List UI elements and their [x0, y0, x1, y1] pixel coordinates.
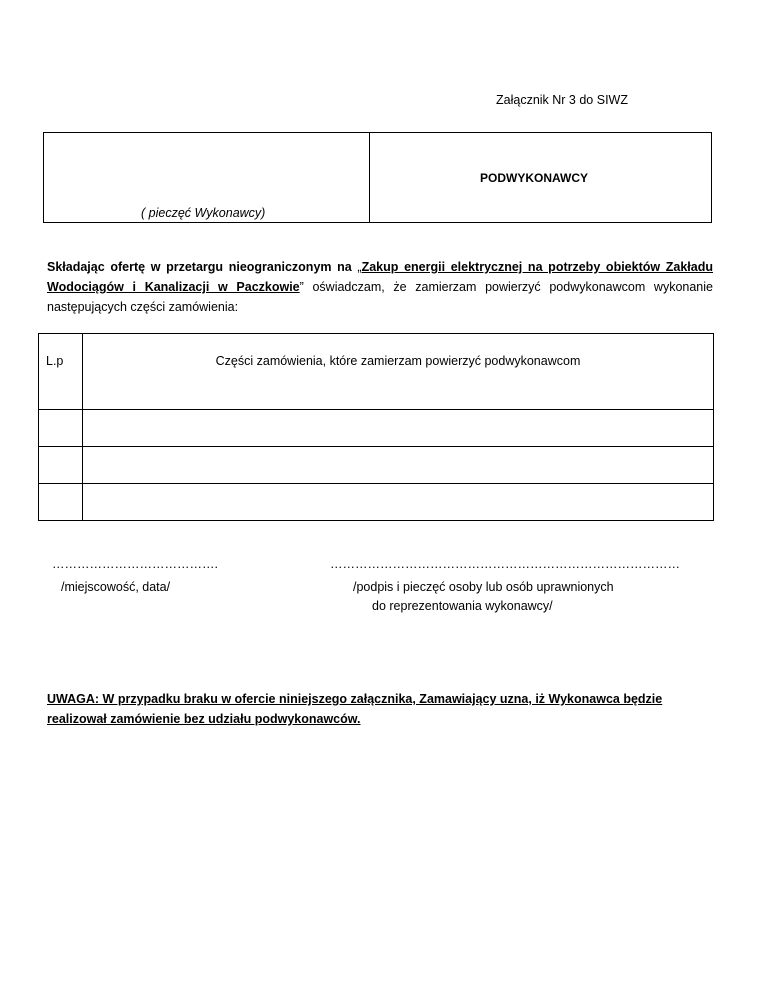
signature-line: ………………………………………………………………………… — [330, 557, 680, 571]
warning-note: UWAGA: W przypadku braku w ofercie niniejszego załącznika, Zamawiający uzna, iż Wykonawca będzie realizował zamówienie bez udziału podwykonawców. — [47, 692, 663, 726]
signature-label-line1: /podpis i pieczęć osoby lub osób uprawnionych — [353, 580, 614, 594]
row-part-cell — [83, 410, 714, 447]
column-header-lp: L.p — [39, 334, 83, 410]
subcontractors-title: PODWYKONAWCY — [480, 171, 588, 185]
table-row — [39, 410, 714, 447]
declaration-paragraph — [47, 257, 713, 317]
declaration-intro: Składając ofertę w przetargu nieograniczonym na — [47, 260, 352, 274]
row-part-cell — [83, 484, 714, 521]
table-header-row — [39, 334, 714, 410]
table-row — [39, 447, 714, 484]
signature-label-line2: do reprezentowania wykonawcy/ — [372, 599, 553, 613]
place-date-line: …………………………………. — [52, 557, 218, 571]
row-lp-cell — [39, 410, 83, 447]
place-date-label: /miejscowość, data/ — [61, 580, 171, 594]
row-part-cell — [83, 447, 714, 484]
row-lp-cell — [39, 447, 83, 484]
declaration-rest: ” oświadczam, że zamierzam powierzyć podwykonawcom wykonanie następujących części zamówienia: — [47, 280, 713, 314]
stamp-area — [44, 133, 370, 222]
subcontracted-parts-table — [38, 333, 714, 521]
header-box — [43, 132, 712, 223]
declaration-quote-open: „ — [351, 260, 362, 274]
declaration-subject: Zakup energii elektrycznej na potrzeby obiektów Zakładu Wodociągów i Kanalizacji w Paczkowie — [47, 260, 713, 294]
stamp-label: ( pieczęć Wykonawcy) — [141, 206, 266, 220]
column-header-parts: Części zamówienia, które zamierzam powierzyć podwykonawcom — [83, 334, 714, 410]
row-lp-cell — [39, 484, 83, 521]
table-row — [39, 484, 714, 521]
attachment-title: Załącznik Nr 3 do SIWZ — [496, 93, 628, 107]
